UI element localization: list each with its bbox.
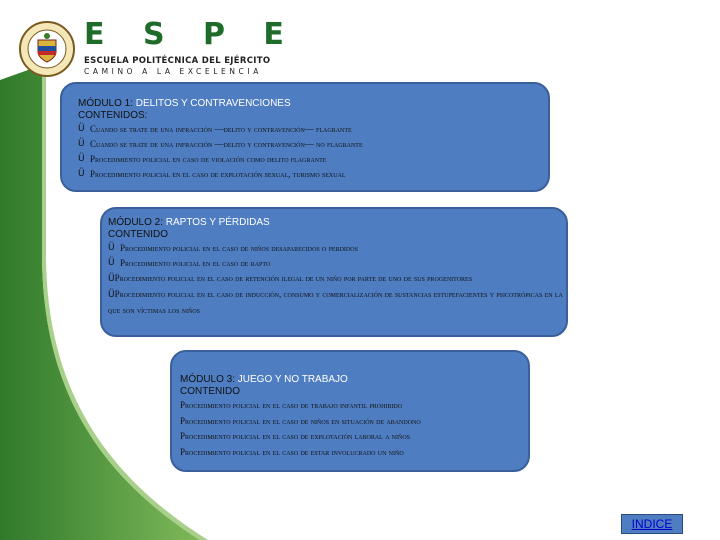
list-item-text: Procedimiento policial en el caso de explotación laboral a niños (180, 431, 410, 441)
module-2-subheading: CONTENIDO (108, 229, 168, 240)
bullet-icon: Ü (78, 139, 85, 149)
module-3-box (170, 350, 530, 472)
list-item (108, 256, 566, 271)
module-3-subheading: CONTENIDO (180, 386, 240, 397)
bullet-icon: Ü (108, 258, 115, 268)
bullet-icon: Ü (108, 243, 115, 253)
list-item (78, 122, 548, 137)
list-item-text: Cuando se trate de una infracción —delito y contravención— no flagrante (90, 139, 363, 149)
list-item-text: Procedimiento policial en el caso de trabajo infantil prohibido (180, 400, 403, 410)
list-item (180, 398, 525, 414)
module-1-box (60, 82, 550, 192)
list-item-text: Procedimiento policial en el caso de estar involucrado un niño (180, 446, 404, 457)
list-item-text: Procedimiento policial en el caso de inducción, consumo y comercialización de sustancias estupefacientes y psicotrópicas en la que son víctimas los niños (108, 289, 563, 315)
brand-motto: CAMINO A LA EXCELENCIA (84, 67, 262, 76)
bullet-icon: Ü (108, 290, 115, 300)
module-1-subheading: CONTENIDOS: (78, 110, 148, 121)
module-2-name: RAPTOS Y PÉRDIDAS (163, 217, 270, 228)
list-item (78, 137, 548, 152)
list-item-text: Procedimiento policial en el caso de niños en situación de abandono (180, 415, 421, 426)
bullet-icon: Ü (78, 169, 85, 179)
espe-seal-logo (18, 20, 76, 78)
list-item (180, 414, 525, 430)
module-2-box (100, 207, 568, 337)
module-1-name: DELITOS Y CONTRAVENCIONES (133, 98, 291, 109)
module-3-title (180, 374, 525, 386)
list-item (180, 445, 525, 461)
list-item-text: Procedimiento policial en el caso de retención ilegal de un niño por parte de uno de sus progenitores (114, 273, 473, 283)
module-2-label: MÓDULO 2: (108, 217, 164, 228)
module-3-name: JUEGO Y NO TRABAJO (235, 374, 348, 385)
list-item-text: Procedimiento policial en el caso de niños desaparecidos o perdidos (120, 243, 358, 253)
list-item (108, 271, 566, 287)
list-item (78, 167, 548, 182)
module-3-label: MÓDULO 3: (180, 374, 236, 385)
list-item (78, 152, 548, 167)
index-link-button[interactable]: INDICE (621, 514, 683, 534)
list-item (108, 241, 566, 256)
brand-title: E S P E (84, 17, 298, 52)
module-1-label: MÓDULO 1: (78, 98, 134, 109)
module-1-title (78, 98, 548, 110)
list-item-text: Cuando se trate de una infracción —delito y contravención— flagrante (90, 124, 352, 134)
list-item (180, 429, 525, 445)
brand-subtitle: ESCUELA POLITÉCNICA DEL EJÉRCITO (84, 56, 271, 66)
list-item-text: Procedimiento policial en el caso de explotación sexual, turismo sexual (90, 169, 346, 179)
list-item-text: Procedimiento policial en el caso de rapto (120, 258, 271, 268)
bullet-icon: Ü (78, 124, 85, 134)
list-item-text: Procedimiento policial en caso de violación como delito flagrante (90, 154, 327, 164)
module-2-title (108, 217, 566, 229)
bullet-icon: Ü (78, 154, 85, 164)
brand-header (84, 18, 298, 76)
list-item (108, 287, 566, 318)
bullet-icon: Ü (108, 274, 115, 284)
